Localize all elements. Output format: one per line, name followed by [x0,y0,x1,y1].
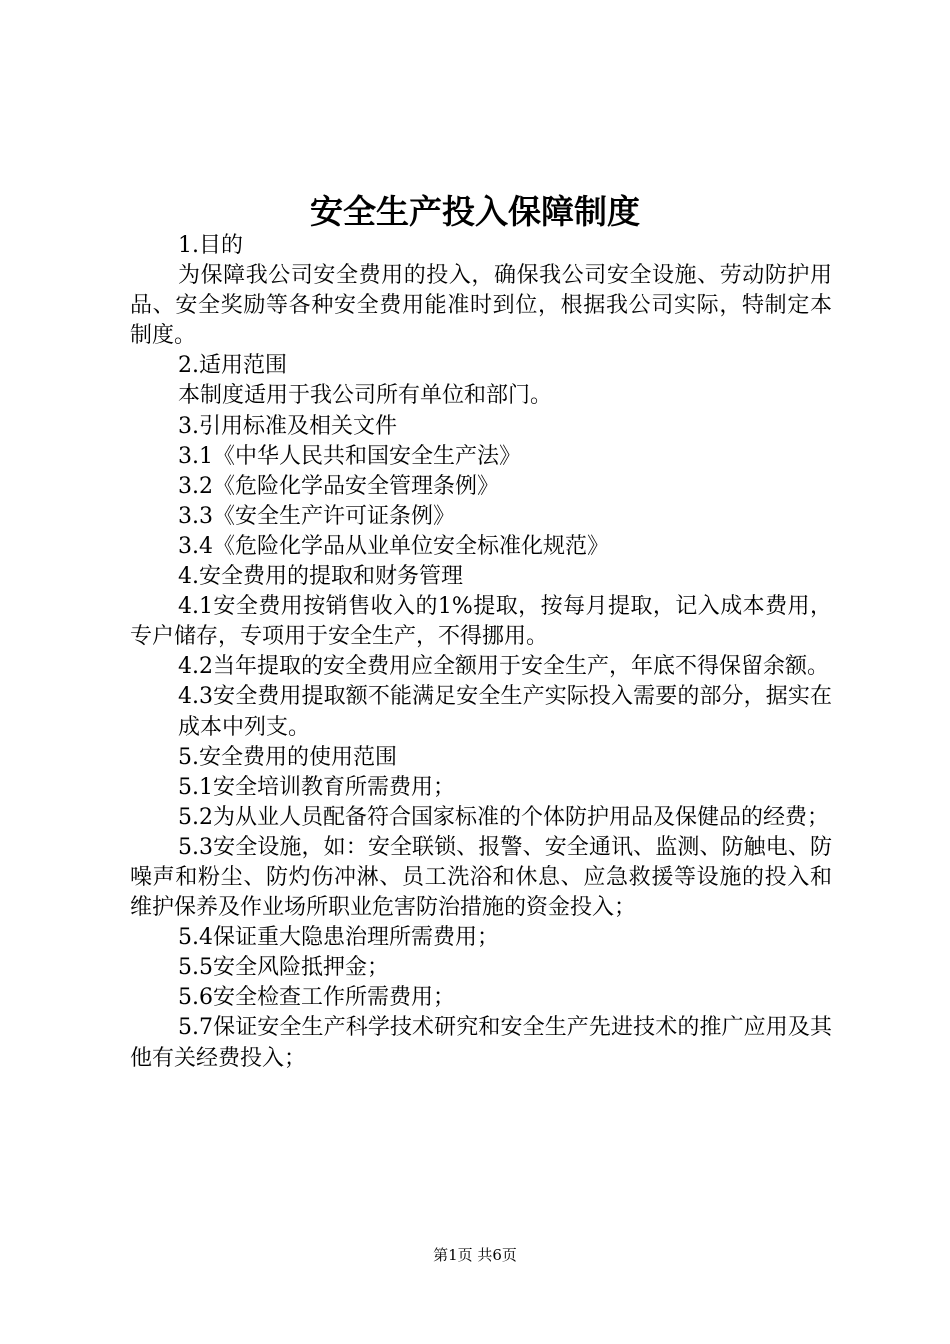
list-item: 5.1安全培训教育所需费用； [178,774,455,800]
section-heading: 4.安全费用的提取和财务管理 [178,564,463,590]
list-item: 3.2《危险化学品安全管理条例》 [178,473,499,499]
page-number: 第1页 共6页 [433,1246,517,1264]
paragraph: 4.1安全费用按销售收入的1%提取，按每月提取，记入成本费用，专户储存，专项用于安全生产，不得挪用。 [130,594,832,650]
list-item: 3.3《安全生产许可证条例》 [178,503,455,529]
paragraph: 4.2当年提取的安全费用应全额用于安全生产，年底不得保留余额。 [178,654,829,680]
paragraph: 本制度适用于我公司所有单位和部门。 [178,383,553,409]
list-item: 5.4保证重大隐患治理所需费用； [178,925,499,951]
paragraph: 4.3安全费用提取额不能满足安全生产实际投入需要的部分，据实在成本中列支。 [178,684,832,740]
list-item: 5.6安全检查工作所需费用； [178,985,455,1011]
list-item: 5.7保证安全生产科学技术研究和安全生产先进技术的推广应用及其他有关经费投入； [130,1015,832,1071]
document-body [130,231,832,1074]
list-item: 5.5安全风险抵押金； [178,955,389,981]
paragraph: 为保障我公司安全费用的投入，确保我公司安全设施、劳动防护用品、安全奖励等各种安全费用能准时到位，根据我公司实际，特制定本制度。 [130,263,832,349]
list-item: 5.2为从业人员配备符合国家标准的个体防护用品及保健品的经费； [178,804,829,830]
document-title: 安全生产投入保障制度 [310,192,640,231]
section-heading: 1.目的 [178,233,243,258]
list-item: 3.1《中华人民共和国安全生产法》 [178,443,521,469]
list-item: 5.3安全设施，如：安全联锁、报警、安全通讯、监测、防触电、防噪声和粉尘、防灼伤冲淋、员工洗浴和休息、应急救援等设施的投入和维护保养及作业场所职业危害防治措施的资金投入； [130,834,832,921]
section-heading: 3.引用标准及相关文件 [178,413,397,439]
section-heading: 5.安全费用的使用范围 [178,744,397,770]
list-item: 3.4《危险化学品从业单位安全标准化规范》 [178,533,609,559]
section-heading: 2.适用范围 [178,353,287,379]
